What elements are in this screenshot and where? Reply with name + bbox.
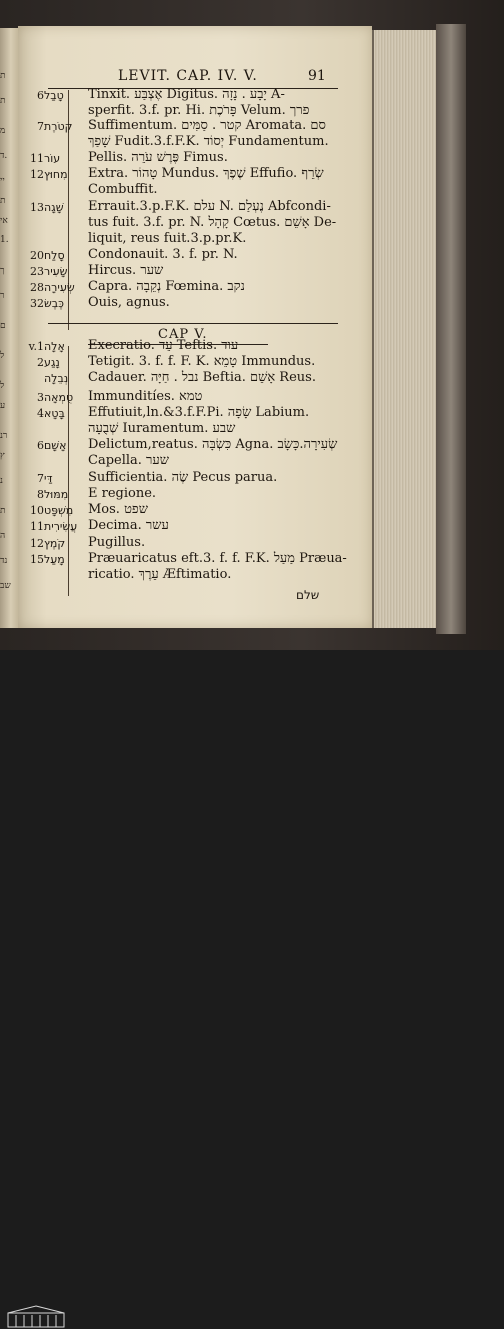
hebrew-headword: שְׂעִירָה bbox=[44, 281, 75, 294]
hebrew-headword: עוֹר bbox=[44, 152, 61, 165]
hebrew-headword: אָשָׁם bbox=[44, 439, 67, 452]
entry-text: Pugillus. bbox=[88, 535, 146, 550]
facing-page-fragment: ה bbox=[0, 531, 6, 541]
entry-text: liquit, reus fuit.3.p.pr.K. bbox=[88, 231, 247, 246]
hebrew-headword: שָׂעִיר bbox=[44, 265, 68, 278]
hebrew-headword: כֶּבֶשׂ bbox=[44, 297, 64, 310]
footer-bar bbox=[0, 650, 504, 682]
library-building-icon bbox=[6, 1305, 66, 1329]
verse-number: 20 bbox=[30, 249, 44, 262]
entry-text: ricatio. עֵרֶךְ Æftimatio. bbox=[88, 567, 232, 582]
entry-text: Capella. שער bbox=[88, 453, 169, 468]
entry-text: E regione. bbox=[88, 486, 157, 501]
facing-page-fragment: 1. bbox=[0, 235, 9, 245]
verse-number: 15 bbox=[30, 553, 44, 566]
facing-page-fragment: מ bbox=[0, 126, 6, 136]
hebrew-headword: דַּי bbox=[44, 472, 53, 485]
hebrew-headword: קֹמֶץ bbox=[44, 537, 66, 550]
entry-text: Hircus. שער bbox=[88, 263, 164, 278]
running-head: LEVIT. CAP. IV. V. bbox=[118, 68, 258, 84]
hebrew-headword: מִשְׁפָּט bbox=[44, 504, 74, 517]
entry-text: Ouis, agnus. bbox=[88, 295, 170, 310]
facing-page-fragment: ך bbox=[0, 266, 5, 276]
verse-number: 10 bbox=[30, 504, 44, 517]
book-cover bbox=[436, 24, 466, 634]
hebrew-headword: נָגַע bbox=[44, 356, 60, 369]
facing-page-fragment: ת bbox=[0, 96, 6, 106]
hebrew-headword: קְטֹרֶת bbox=[44, 120, 73, 133]
verse-number: 2 bbox=[37, 356, 44, 369]
hebrew-headword: מִחוּץ bbox=[44, 168, 68, 181]
verse-number: 11 bbox=[30, 152, 44, 165]
entry-text: Tetigit. 3. f. f. F. K. טָמֵא Immundus. bbox=[88, 354, 316, 369]
hebrew-headword: מָעַל bbox=[44, 553, 65, 566]
entry-text: שְׁבֻעָה Iuramentum. שבע bbox=[88, 421, 236, 436]
verse-number: 7 bbox=[37, 120, 44, 133]
facing-page-fragment: ר bbox=[0, 291, 5, 301]
verse-number: 6 bbox=[37, 89, 44, 102]
entry-text: Suffimentum. קטר . סַמִּים Aromata. סם bbox=[88, 118, 326, 133]
verse-number: 7 bbox=[37, 472, 44, 485]
verse-number: v.1 bbox=[28, 340, 44, 353]
entry-text: Effutiuit,ln.&3.f.F.Pi. שָׂפָה Labium. bbox=[88, 405, 310, 420]
entry-text: Pellis. פֶּרֶשׁ עֹרֵה Fimus. bbox=[88, 150, 228, 165]
verse-number: 32 bbox=[30, 297, 44, 310]
entry-text: Mos. שפט bbox=[88, 502, 148, 517]
facing-page-fragment: נ bbox=[0, 476, 3, 486]
entry-text: Extra. טָהוֹר Mundus. שֶׁפֶךְ Effufio. שְׂרֵף bbox=[88, 166, 324, 181]
facing-page-fragment: אי bbox=[0, 216, 8, 226]
verse-number: 8 bbox=[37, 488, 44, 501]
hebrew-headword: טָבַל bbox=[44, 89, 64, 102]
entry-text: Tinxit. אֶצְבַּע Digitus. יָבָע . נָזָה A- bbox=[88, 87, 285, 102]
entry-text: Capra. נְקֵבָה Fœmina. נקב bbox=[88, 279, 245, 294]
hebrew-headword: נְבֵלָה bbox=[44, 372, 69, 385]
entry-text: tus fuit. 3.f. pr. N. קָהָל Cœtus. אָשֵׁם De- bbox=[88, 215, 337, 230]
hebrew-headword: אָלָה bbox=[44, 340, 65, 353]
facing-page-fragment: ת bbox=[0, 196, 6, 206]
entry-text: sperfit. 3.f. pr. Hi. פָּרֹכֶת Velum. פרך bbox=[88, 103, 310, 118]
facing-page-edge bbox=[0, 28, 18, 628]
catchword: שלם bbox=[296, 588, 320, 602]
facing-page-fragment: נד bbox=[0, 556, 8, 566]
hebrew-headword: טֻמְאָה bbox=[44, 391, 74, 404]
facing-page-fragment: ל bbox=[0, 351, 5, 361]
verse-number: 28 bbox=[30, 281, 44, 294]
verse-number: 13 bbox=[30, 201, 44, 214]
verse-number: 4 bbox=[37, 407, 44, 420]
hebrew-headword: בָּטָא bbox=[44, 407, 65, 420]
verse-number: 11 bbox=[30, 520, 44, 533]
verse-number: 23 bbox=[30, 265, 44, 278]
verse-number: 12 bbox=[30, 537, 44, 550]
entry-text: Condonauit. 3. f. pr. N. bbox=[88, 247, 238, 262]
chapter-heading: CAP V. bbox=[158, 327, 208, 342]
verse-number: 3 bbox=[37, 391, 44, 404]
facing-page-fragment: ת bbox=[0, 506, 6, 516]
hebrew-headword: עֲשִׂירִית bbox=[44, 520, 78, 533]
facing-page-fragment: ם bbox=[0, 321, 6, 331]
entry-text: Delictum,reatus. כִּשְׂבָּה Agna. שְׂעִירָה.כָּשָׂב bbox=[88, 437, 338, 452]
entry-text: Immunditíes. טמא bbox=[88, 389, 203, 404]
facing-page-fragment: יי bbox=[0, 176, 5, 186]
facing-page-fragment: ץ bbox=[0, 451, 5, 461]
facing-page-fragment: ע bbox=[0, 401, 6, 411]
facing-page-fragment: שב bbox=[0, 581, 11, 591]
facing-page-fragment: ת bbox=[0, 71, 6, 81]
book-page bbox=[18, 26, 372, 628]
entry-text: Combuffit. bbox=[88, 182, 158, 197]
entry-text: Execratio. עֵד Teftis. עוד bbox=[88, 338, 239, 353]
hebrew-headword: שָׁגָה bbox=[44, 201, 64, 214]
facing-page-fragment: ל bbox=[0, 381, 5, 391]
entry-text: שָׁפַךְ Fudit.3.f.F.K. יְסוֹד Fundamentum. bbox=[88, 134, 329, 149]
book-photo bbox=[0, 0, 504, 650]
hebrew-headword: סָלַח bbox=[44, 249, 65, 262]
page-block-edges bbox=[372, 30, 438, 628]
entry-text: Errauit.3.p.F.K. עלם N. נֶעְלַם Abfcondi- bbox=[88, 199, 331, 214]
entry-text: Decima. עשר bbox=[88, 518, 169, 533]
facing-page-fragment: ד. bbox=[0, 151, 8, 161]
verse-number: 12 bbox=[30, 168, 44, 181]
entry-text: Cadauer. נבל . חַיָּה Beftia. אָשֵׁם Reus. bbox=[88, 370, 316, 385]
facing-page-fragment: רנ bbox=[0, 431, 8, 441]
entry-text: Præuaricatus eft.3. f. f. F.K. מַעַל Præua- bbox=[88, 551, 347, 566]
chapter-rule bbox=[48, 323, 338, 324]
page-number: 91 bbox=[308, 68, 326, 84]
verse-number: 6 bbox=[37, 439, 44, 452]
entry-text: Sufficientia. שֶׂה Pecus parua. bbox=[88, 470, 278, 485]
hebrew-headword: מִמּוּל bbox=[44, 488, 69, 501]
